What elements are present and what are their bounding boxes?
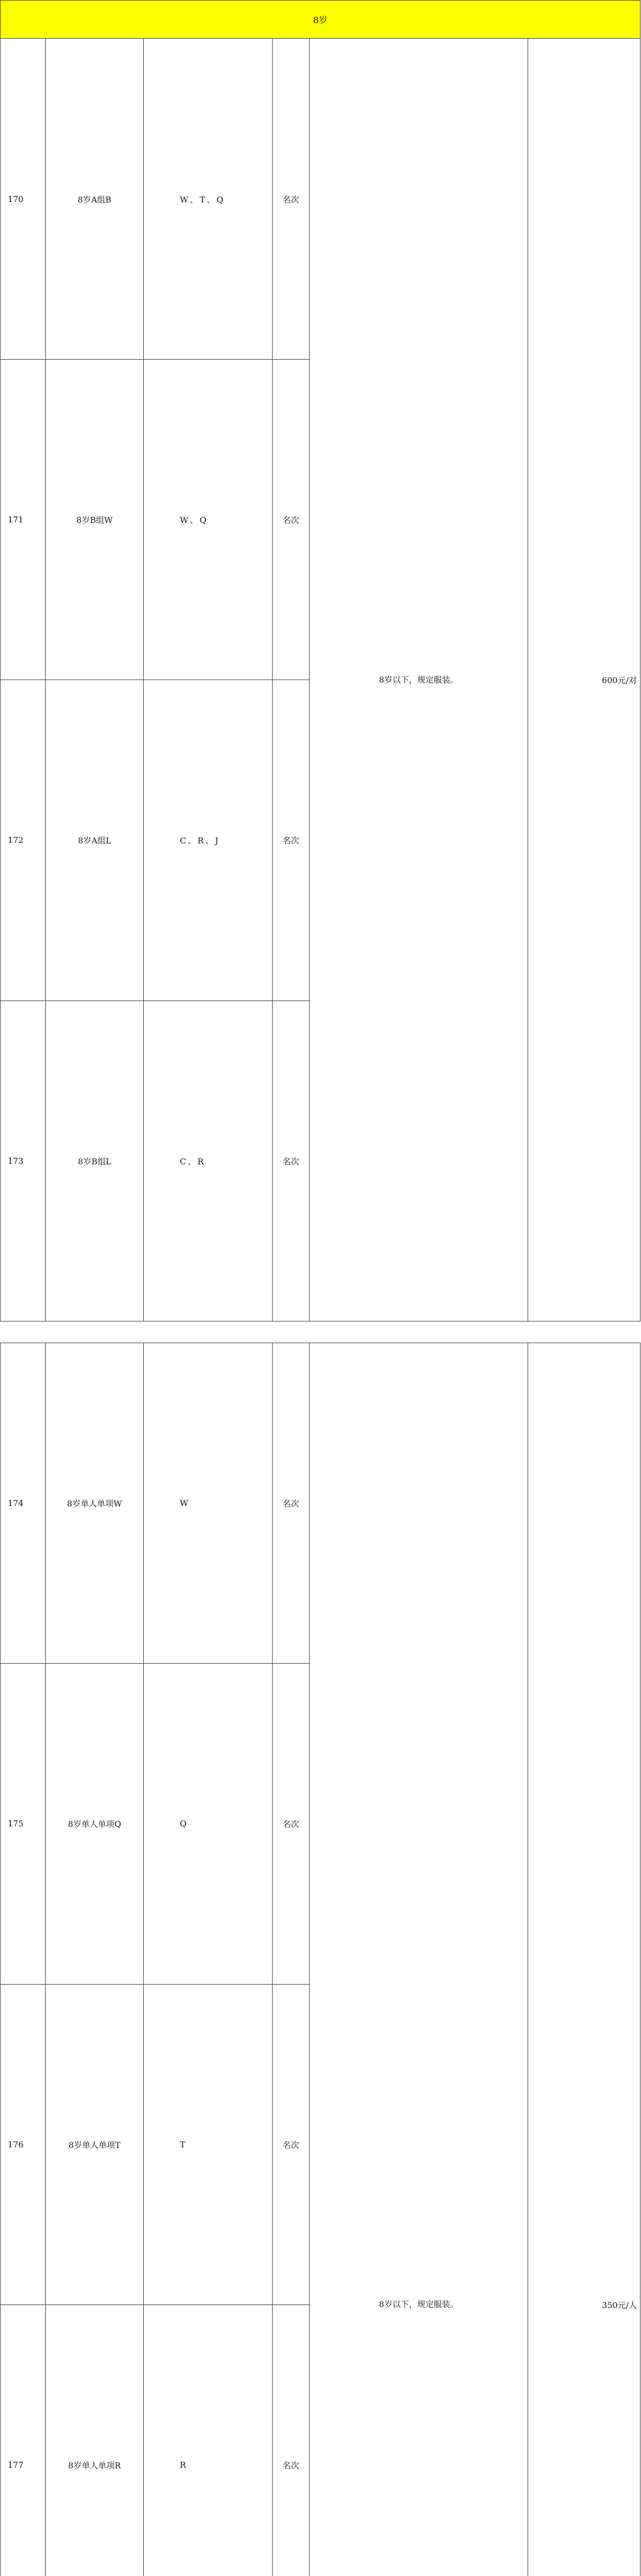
dance-list: C、R、J <box>144 680 273 1001</box>
group-requirement: 8岁以下，规定服装。 <box>310 39 528 1321</box>
event-name: 8岁单人单项W <box>46 1343 144 1663</box>
dance-list: W、Q <box>144 359 273 680</box>
dance-list: R <box>144 2304 273 2576</box>
group-requirement: 8岁以下，规定服装。 <box>310 1343 528 2576</box>
event-number: 173 <box>1 1001 46 1321</box>
rank-type: 名次 <box>273 1001 310 1321</box>
event-number: 174 <box>1 1343 46 1663</box>
section-header-row <box>1 1 640 39</box>
group-gap <box>1 1321 640 1343</box>
group-fee: 350元/人 <box>528 1343 640 2576</box>
dance-list: Q <box>144 1664 273 1984</box>
event-number: 175 <box>1 1664 46 1984</box>
event-number: 176 <box>1 1984 46 2304</box>
dance-list: T <box>144 1984 273 2304</box>
section-header: 8岁 <box>1 1 640 39</box>
event-name: 8岁A组L <box>46 680 144 1001</box>
event-name: 8岁单人单项Q <box>46 1664 144 1984</box>
dance-list: W、T、Q <box>144 39 273 359</box>
rank-type: 名次 <box>273 39 310 359</box>
rank-type: 名次 <box>273 1984 310 2304</box>
table-body <box>1 1 640 2576</box>
event-number: 172 <box>1 680 46 1001</box>
rank-type: 名次 <box>273 1343 310 1663</box>
table-row <box>1 39 640 359</box>
dance-list: W <box>144 1343 273 1663</box>
event-name: 8岁B组L <box>46 1001 144 1321</box>
event-name: 8岁B组W <box>46 359 144 680</box>
event-number: 170 <box>1 39 46 359</box>
rank-type: 名次 <box>273 359 310 680</box>
event-name: 8岁单人单项T <box>46 1984 144 2304</box>
rank-type: 名次 <box>273 680 310 1001</box>
event-name: 8岁单人单项R <box>46 2304 144 2576</box>
table-row <box>1 1343 640 1663</box>
rank-type: 名次 <box>273 2304 310 2576</box>
group-fee: 600元/对 <box>528 39 640 1321</box>
event-number: 177 <box>1 2304 46 2576</box>
event-name: 8岁A组B <box>46 39 144 359</box>
dance-list: C、R <box>144 1001 273 1321</box>
event-number: 171 <box>1 359 46 680</box>
rank-type: 名次 <box>273 1664 310 1984</box>
group-gap-cell <box>1 1321 640 1343</box>
